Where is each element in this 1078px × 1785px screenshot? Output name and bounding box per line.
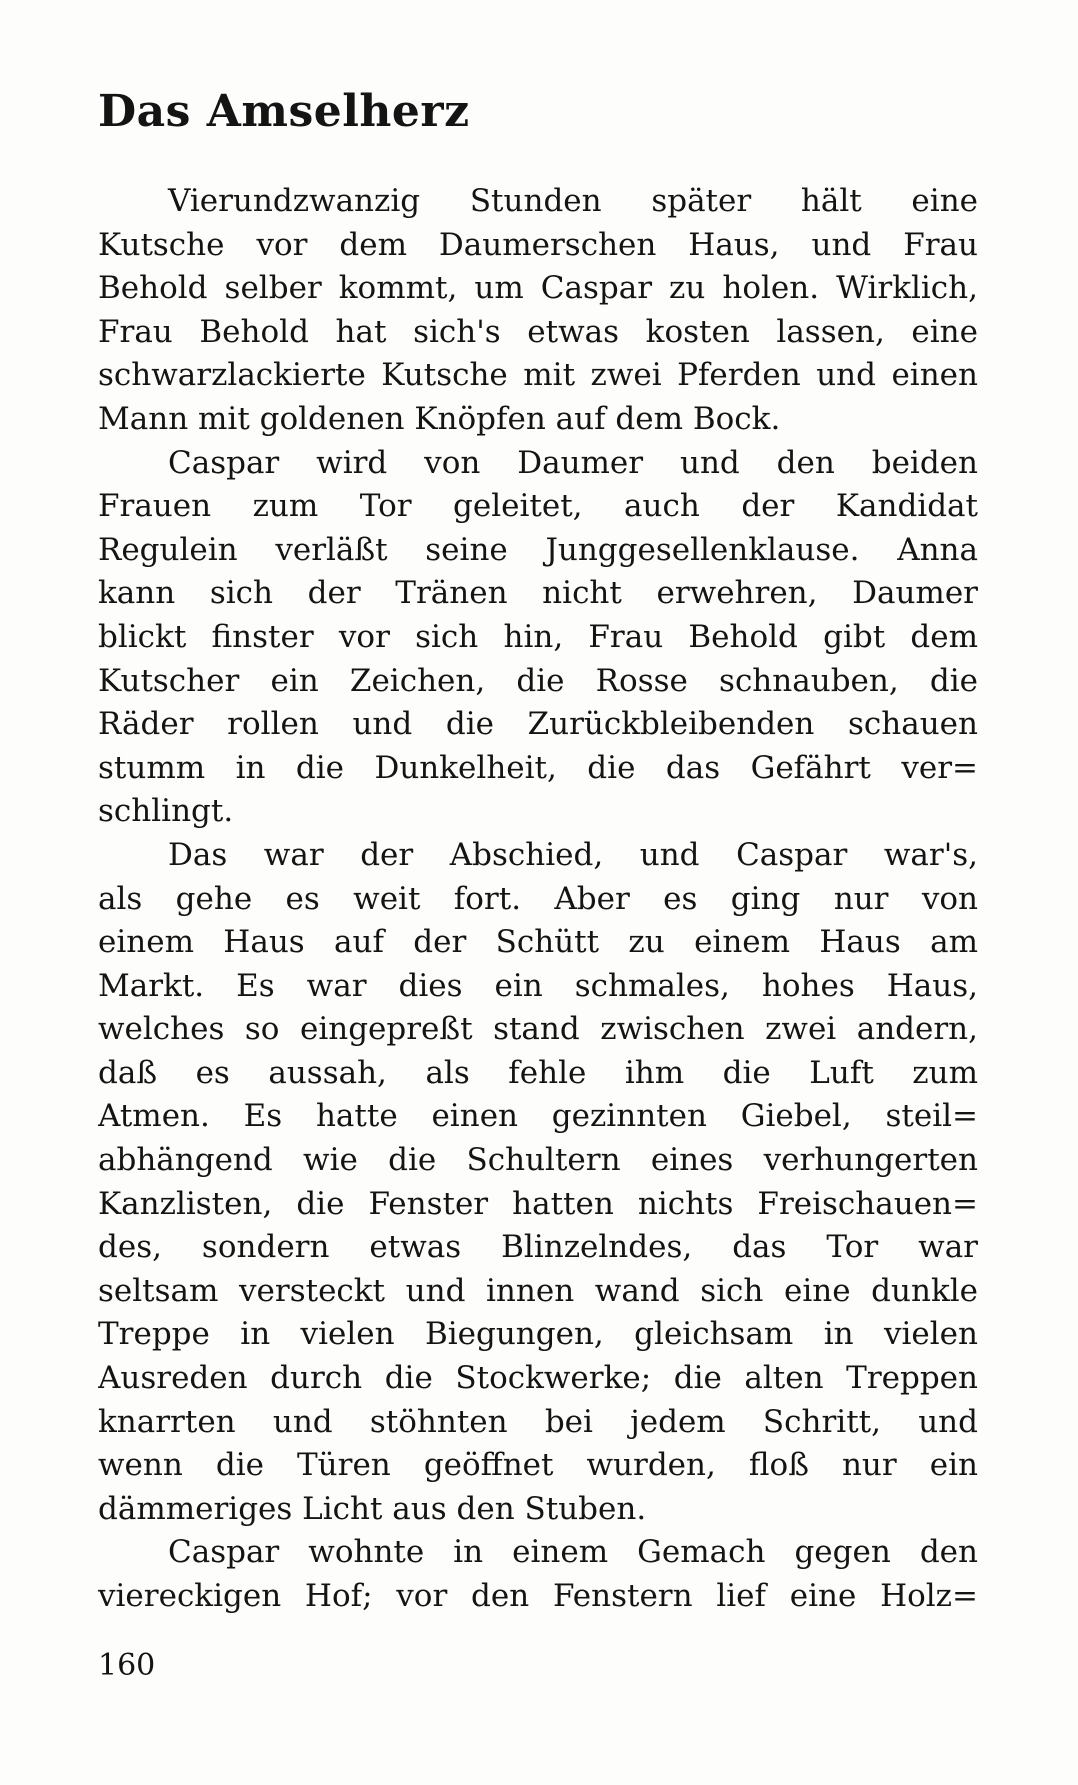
text-line: Behold selber kommt, um Caspar zu holen. Wirklich,	[98, 270, 978, 307]
text-line: knarrten und stöhnten bei jedem Schritt, und	[98, 1403, 978, 1440]
text-line: Caspar wird von Daumer und den beiden	[168, 444, 978, 481]
text-line: Kanzlisten, die Fenster hatten nichts Freischauen=	[98, 1185, 978, 1222]
text-line: Räder rollen und die Zurückbleibenden schauen	[98, 706, 978, 743]
text-line: Frau Behold hat sich's etwas kosten lassen, eine	[98, 313, 978, 350]
text-line: Ausreden durch die Stockwerke; die alten Treppen	[98, 1360, 978, 1397]
text-line: dämmeriges Licht aus den Stuben.	[98, 1490, 647, 1527]
page-number: 160	[98, 1648, 156, 1683]
text-line: welches so eingepreßt stand zwischen zwei andern,	[98, 1011, 978, 1048]
text-line: Kutsche vor dem Daumerschen Haus, und Frau	[98, 226, 978, 263]
text-line: Regulein verläßt seine Junggesellenklause. Anna	[98, 531, 978, 568]
text-line: blickt finster vor sich hin, Frau Behold gibt dem	[98, 618, 978, 655]
text-line: Treppe in vielen Biegungen, gleichsam in vielen	[98, 1316, 978, 1353]
text-line: schlingt.	[98, 793, 234, 830]
text-line: abhängend wie die Schultern eines verhungerten	[98, 1142, 978, 1179]
text-line: wenn die Türen geöffnet wurden, floß nur ein	[98, 1447, 978, 1484]
text-line: Caspar wohnte in einem Gemach gegen den	[168, 1534, 978, 1571]
text-line: kann sich der Tränen nicht erwehren, Daumer	[98, 575, 978, 612]
text-line: Das war der Abschied, und Caspar war's,	[168, 836, 978, 873]
text-line: einem Haus auf der Schütt zu einem Haus am	[98, 924, 978, 961]
text-line: Atmen. Es hatte einen gezinnten Giebel, steil=	[98, 1098, 978, 1135]
text-line: Frauen zum Tor geleitet, auch der Kandidat	[98, 488, 978, 525]
text-line: Vierundzwanzig Stunden später hält eine	[168, 183, 978, 219]
text-line: schwarzlackierte Kutsche mit zwei Pferden und einen	[98, 357, 978, 394]
text-line: Mann mit goldenen Knöpfen auf dem Bock.	[98, 400, 781, 437]
body-text	[98, 180, 978, 1619]
text-line: Markt. Es war dies ein schmales, hohes Haus,	[98, 967, 978, 1004]
text-line: viereckigen Hof; vor den Fenstern lief eine Holz=	[98, 1578, 978, 1614]
text-line: daß es aussah, als fehle ihm die Luft zum	[98, 1054, 978, 1091]
text-line: stumm in die Dunkelheit, die das Gefährt ver=	[98, 749, 978, 786]
chapter-heading: Das Amselherz	[98, 86, 470, 137]
text-line: des, sondern etwas Blinzelndes, das Tor war	[98, 1229, 978, 1266]
text-line: als gehe es weit fort. Aber es ging nur von	[98, 880, 978, 917]
text-line: seltsam versteckt und innen wand sich eine dunkle	[98, 1272, 978, 1309]
text-line: Kutscher ein Zeichen, die Rosse schnauben, die	[98, 662, 978, 699]
